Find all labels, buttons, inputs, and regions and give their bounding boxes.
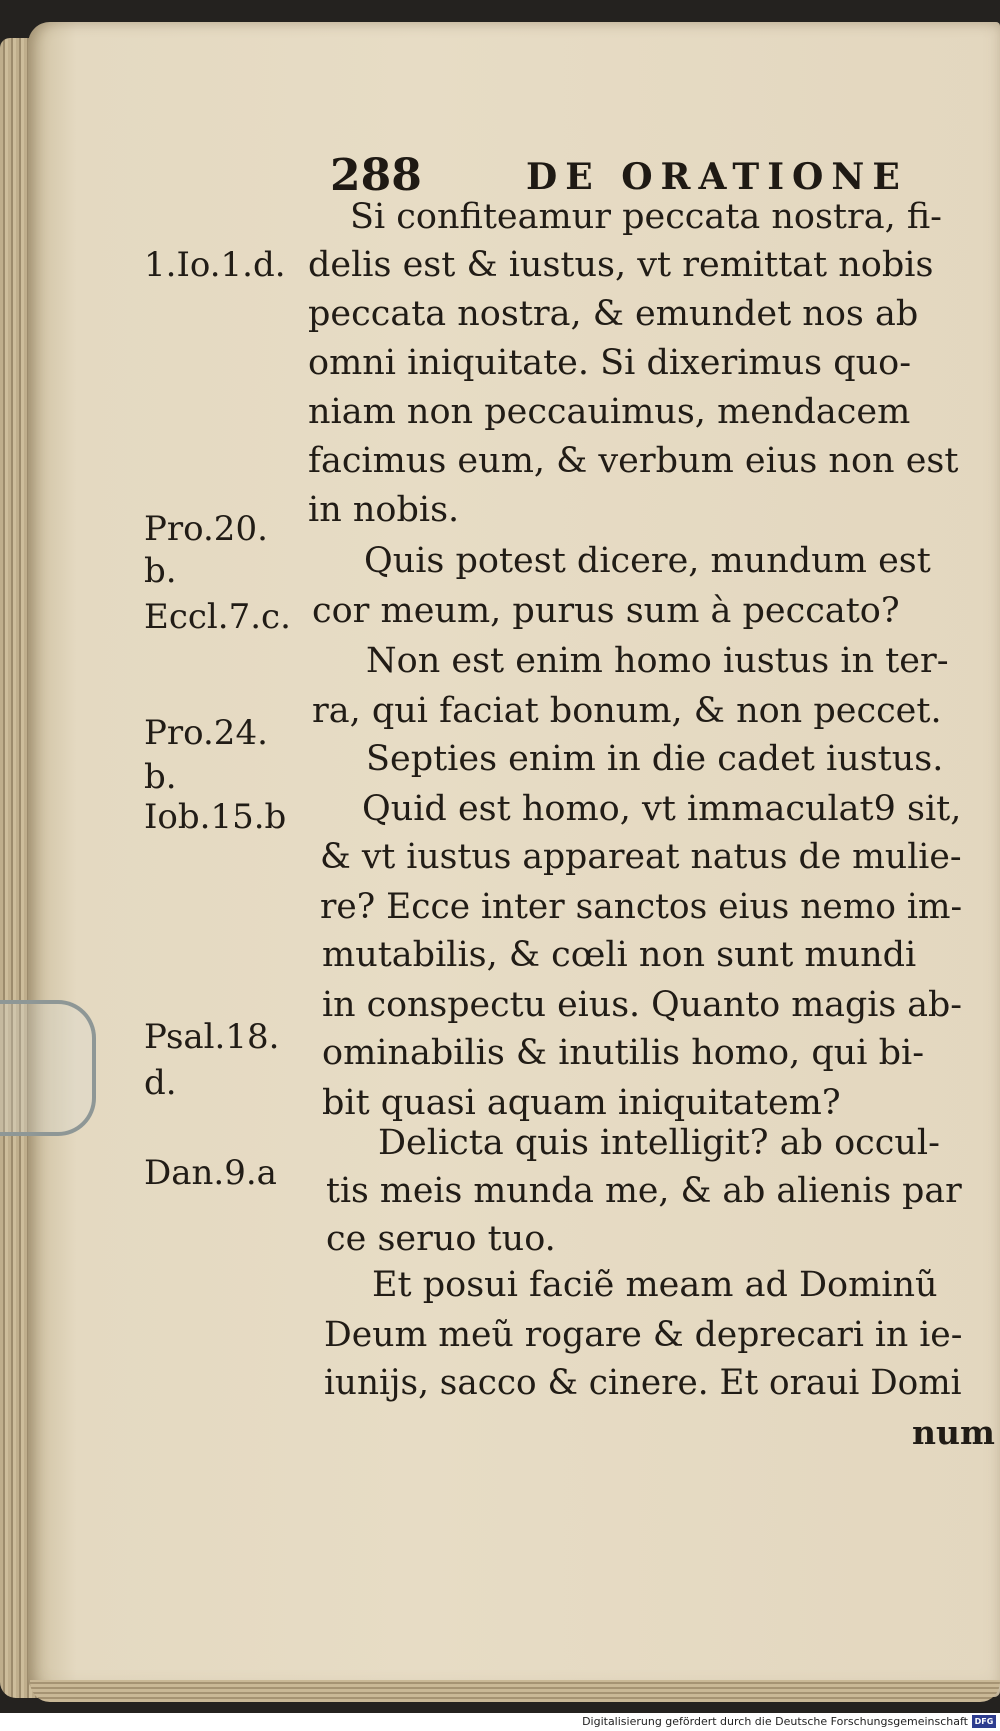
dfg-logo-icon: DFG — [972, 1715, 996, 1728]
text-line: Deum meũ rogare & deprecari in ie- — [324, 1315, 963, 1355]
page-number: 288 — [330, 150, 422, 201]
margin-note: Pro.24. — [144, 713, 268, 753]
text-line: bit quasi aquam iniquitatem? — [322, 1083, 841, 1123]
text-line: niam non peccauimus, mendacem — [308, 392, 911, 432]
page-edges-bottom — [30, 1680, 1000, 1702]
text-line: facimus eum, & verbum eius non est — [308, 441, 959, 481]
text-line: Septies enim in die cadet iustus. — [366, 739, 944, 779]
margin-note: 1.Io.1.d. — [144, 245, 286, 285]
text-line: Delicta quis intelligit? ab occul- — [378, 1123, 940, 1163]
text-line: cor meum, purus sum à peccato? — [312, 591, 900, 631]
margin-note: Psal.18. — [144, 1017, 280, 1057]
text-line: ce seruo tuo. — [326, 1219, 556, 1259]
digitization-credit: Digitalisierung gefördert durch die Deutsche Forschungsgemeinschaft — [582, 1715, 968, 1728]
text-line: Quid est homo, vt immaculat9 sit, — [362, 789, 962, 829]
margin-note: Iob.15.b — [144, 797, 287, 837]
text-line: Et posui faciẽ meam ad Dominũ — [372, 1265, 938, 1305]
text-line: in nobis. — [308, 490, 460, 530]
catchword: num — [912, 1413, 995, 1452]
margin-note: Dan.9.a — [144, 1153, 277, 1193]
text-line: re? Ecce inter sanctos eius nemo im- — [320, 887, 963, 927]
text-line: Quis potest dicere, mundum est — [364, 541, 931, 581]
margin-note: Eccl.7.c. — [144, 597, 291, 637]
text-line: Non est enim homo iustus in ter- — [366, 641, 949, 681]
running-title: DE ORATIONE — [526, 156, 908, 198]
text-line: in conspectu eius. Quanto magis ab- — [322, 985, 963, 1025]
text-line: ominabilis & inutilis homo, qui bi- — [322, 1033, 925, 1073]
text-line: tis meis munda me, & ab alienis par — [326, 1171, 962, 1211]
text-line: ra, qui faciat bonum, & non peccet. — [312, 691, 942, 731]
text-line: peccata nostra, & emundet nos ab — [308, 294, 919, 334]
text-line: iunijs, sacco & cinere. Et oraui Domi — [324, 1363, 962, 1403]
digitization-credit-bar — [0, 1713, 1000, 1731]
margin-note: b. — [144, 551, 177, 591]
text-line: & vt iustus appareat natus de mulie- — [320, 837, 962, 877]
text-line: delis est & iustus, vt remittat nobis — [308, 245, 934, 285]
text-line: Si confiteamur peccata nostra, fi- — [350, 197, 942, 237]
margin-note: b. — [144, 757, 177, 797]
text-line: mutabilis, & cœli non sunt mundi — [322, 935, 917, 975]
page-clip — [0, 1000, 96, 1136]
margin-note: d. — [144, 1063, 177, 1103]
text-line: omni iniquitate. Si dixerimus quo- — [308, 343, 912, 383]
margin-note: Pro.20. — [144, 509, 268, 549]
